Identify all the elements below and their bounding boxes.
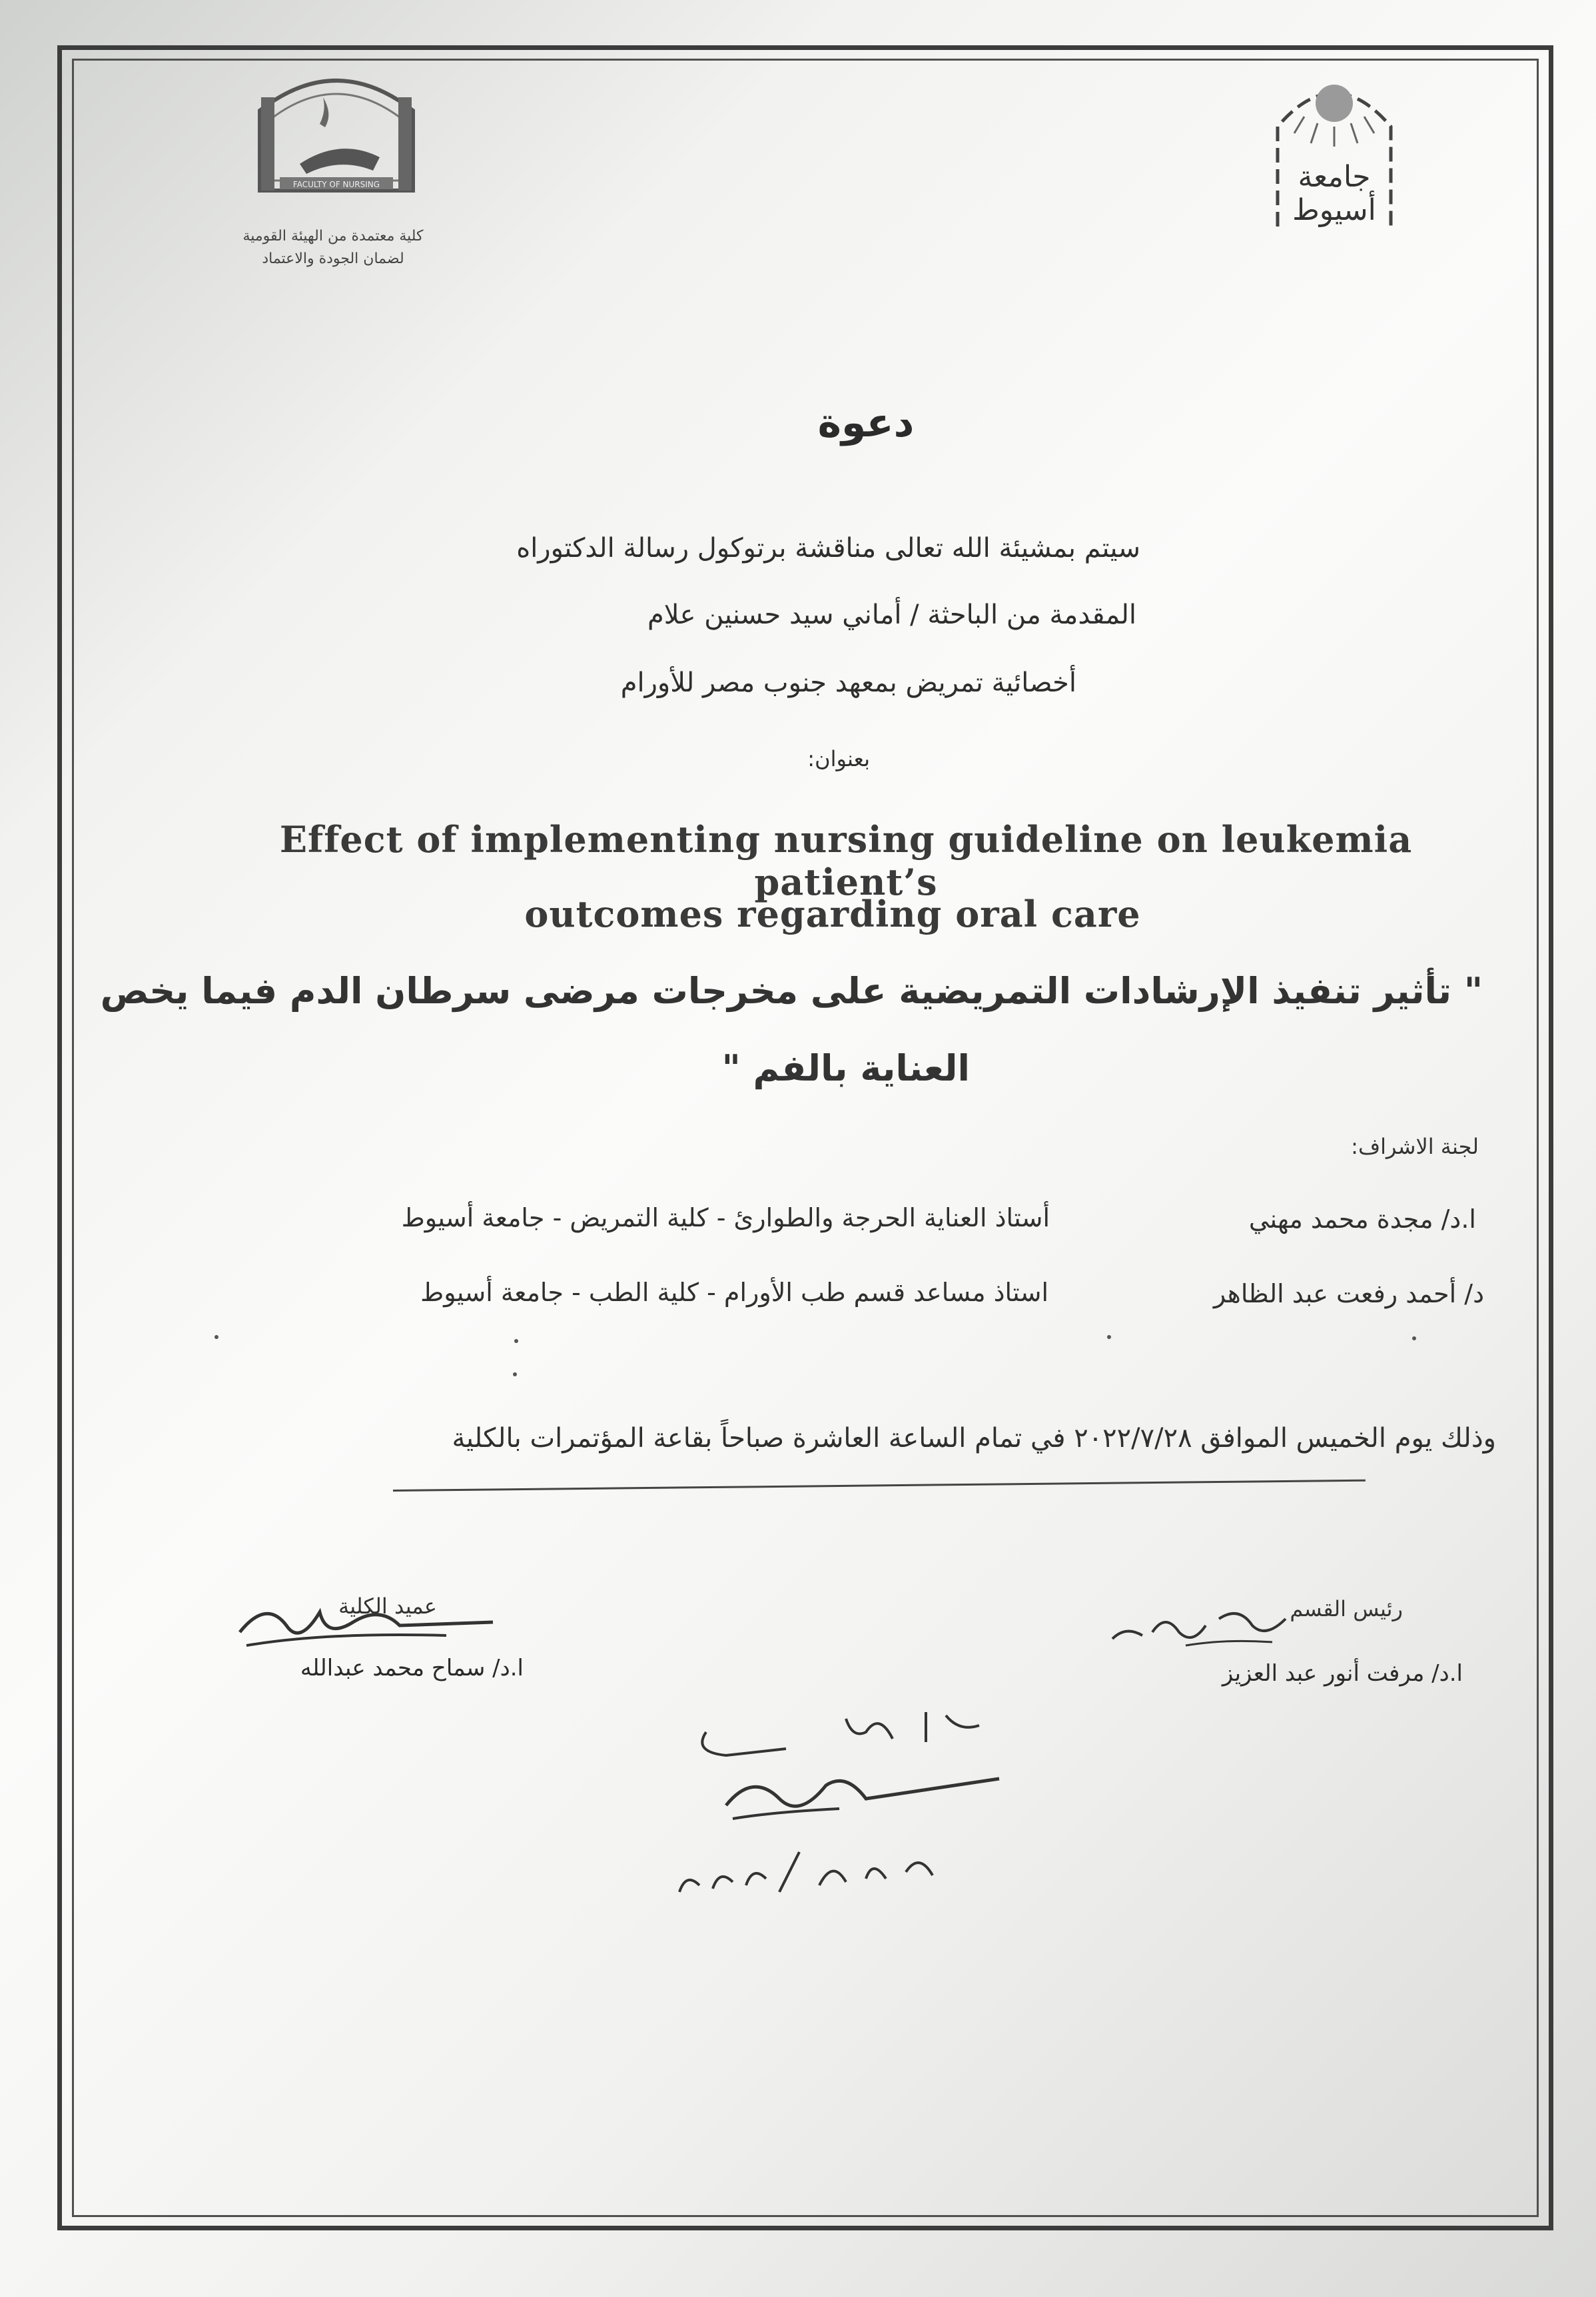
dean-name: ا.د/ سماح محمد عبدالله xyxy=(300,1655,524,1681)
scan-dot xyxy=(1412,1336,1416,1340)
svg-text:FACULTY OF NURSING: FACULTY OF NURSING xyxy=(292,180,380,189)
scan-dot xyxy=(513,1372,517,1376)
researcher-position-line: أخصائية تمريض بمعهد جنوب مصر للأورام xyxy=(620,668,1076,698)
supervisor-2-name: د/ أحمد رفعت عبد الظاهر xyxy=(1213,1279,1484,1308)
accreditation-note xyxy=(213,225,453,270)
scan-dot xyxy=(514,1339,518,1343)
supervisor-2-title: استاذ مساعد قسم طب الأورام - كلية الطب - جامعة أسيوط xyxy=(420,1278,1048,1307)
thesis-title-en-line-1: Effect of implementing nursing guideline on leukemia patient’s xyxy=(279,818,1413,903)
accreditation-line-1: كلية معتمدة من الهيئة القومية xyxy=(242,228,424,244)
dean-signature xyxy=(226,1586,506,1659)
nursing-faculty-seal-logo xyxy=(246,57,426,211)
thesis-title-ar-line-2: العناية بالفم " xyxy=(721,1047,970,1089)
approval-handwriting xyxy=(666,1692,1012,1905)
scan-dot xyxy=(214,1335,218,1339)
title-label: بعنوان: xyxy=(807,746,870,771)
thesis-title-en-line-2: outcomes regarding oral care xyxy=(524,893,1141,935)
thesis-title-ar-line-1: " تأثير تنفيذ الإرشادات التمريضية على مخرجات مرضى سرطان الدم فيما يخص xyxy=(100,970,1483,1012)
supervisor-1-name: ا.د/ مجدة محمد مهني xyxy=(1248,1204,1476,1234)
department-head-label: رئيس القسم xyxy=(1290,1596,1403,1621)
svg-text:جامعة: جامعة xyxy=(1298,160,1371,194)
scan-dot xyxy=(1107,1335,1111,1339)
date-venue-line: وذلك يوم الخميس الموافق ٢٠٢٢/٧/٢٨ في تمام الساعة العاشرة صباحاً بقاعة المؤتمرات بالكلية xyxy=(452,1423,1496,1454)
accreditation-line-2: لضمان الجودة والاعتماد xyxy=(262,250,404,267)
researcher-line: المقدمة من الباحثة / أماني سيد حسنين علام xyxy=(647,600,1136,630)
department-head-name: ا.د/ مرفت أنور عبد العزيز xyxy=(1222,1660,1463,1687)
dean-label: عميد الكلية xyxy=(338,1594,437,1619)
svg-text:أسيوط: أسيوط xyxy=(1292,193,1376,227)
committee-label: لجنة الاشراف: xyxy=(1351,1134,1479,1159)
page-title: دعوة xyxy=(817,400,915,446)
department-head-signature xyxy=(1106,1586,1306,1659)
intro-line: سيتم بمشيئة الله تعالى مناقشة برتوكول رسالة الدكتوراه xyxy=(516,533,1140,564)
assiut-university-logo xyxy=(1271,67,1397,233)
supervisor-1-title: أستاذ العناية الحرجة والطوارئ - كلية التمريض - جامعة أسيوط xyxy=(401,1203,1050,1232)
